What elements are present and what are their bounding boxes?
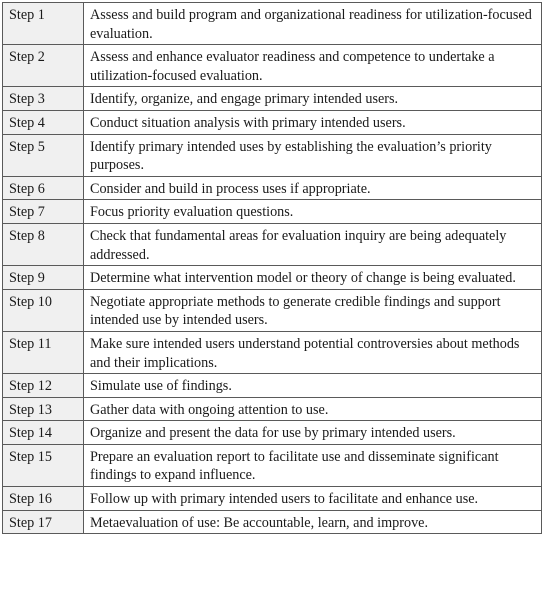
step-label: Step 17 (3, 510, 84, 534)
step-description: Organize and present the data for use by primary intended users. (84, 421, 542, 445)
step-label: Step 2 (3, 45, 84, 87)
step-description: Assess and build program and organizational readiness for utilization-focused evaluation. (84, 3, 542, 45)
table-row (3, 176, 542, 200)
table-row (3, 45, 542, 87)
step-description: Identify, organize, and engage primary intended users. (84, 87, 542, 111)
step-description: Follow up with primary intended users to facilitate and enhance use. (84, 487, 542, 511)
table-row (3, 110, 542, 134)
step-label: Step 7 (3, 200, 84, 224)
step-label: Step 14 (3, 421, 84, 445)
table-row (3, 266, 542, 290)
step-label: Step 6 (3, 176, 84, 200)
step-description: Make sure intended users understand potential controversies about methods and their implications. (84, 331, 542, 373)
table-row (3, 444, 542, 486)
steps-table (2, 2, 542, 534)
step-description: Focus priority evaluation questions. (84, 200, 542, 224)
table-row (3, 3, 542, 45)
step-description: Prepare an evaluation report to facilitate use and disseminate significant findings to expand influence. (84, 444, 542, 486)
step-label: Step 13 (3, 397, 84, 421)
step-label: Step 15 (3, 444, 84, 486)
step-label: Step 3 (3, 87, 84, 111)
step-label: Step 10 (3, 289, 84, 331)
step-label: Step 8 (3, 223, 84, 265)
step-label: Step 16 (3, 487, 84, 511)
step-label: Step 5 (3, 134, 84, 176)
step-description: Gather data with ongoing attention to use. (84, 397, 542, 421)
table-row (3, 397, 542, 421)
step-description: Identify primary intended uses by establishing the evaluation’s priority purposes. (84, 134, 542, 176)
step-label: Step 1 (3, 3, 84, 45)
table-row (3, 134, 542, 176)
step-label: Step 9 (3, 266, 84, 290)
table-row (3, 331, 542, 373)
table-row (3, 510, 542, 534)
step-description: Determine what intervention model or theory of change is being evaluated. (84, 266, 542, 290)
table-row (3, 289, 542, 331)
table-row (3, 421, 542, 445)
step-description: Simulate use of findings. (84, 374, 542, 398)
step-description: Check that fundamental areas for evaluation inquiry are being adequately addressed. (84, 223, 542, 265)
step-label: Step 12 (3, 374, 84, 398)
step-description: Conduct situation analysis with primary intended users. (84, 110, 542, 134)
step-description: Metaevaluation of use: Be accountable, learn, and improve. (84, 510, 542, 534)
step-label: Step 11 (3, 331, 84, 373)
step-description: Negotiate appropriate methods to generate credible findings and support intended use by intended users. (84, 289, 542, 331)
table-row (3, 487, 542, 511)
step-description: Consider and build in process uses if appropriate. (84, 176, 542, 200)
table-row (3, 223, 542, 265)
table-row (3, 374, 542, 398)
step-description: Assess and enhance evaluator readiness and competence to undertake a utilization-focused evaluation. (84, 45, 542, 87)
step-label: Step 4 (3, 110, 84, 134)
table-row (3, 200, 542, 224)
table-row (3, 87, 542, 111)
